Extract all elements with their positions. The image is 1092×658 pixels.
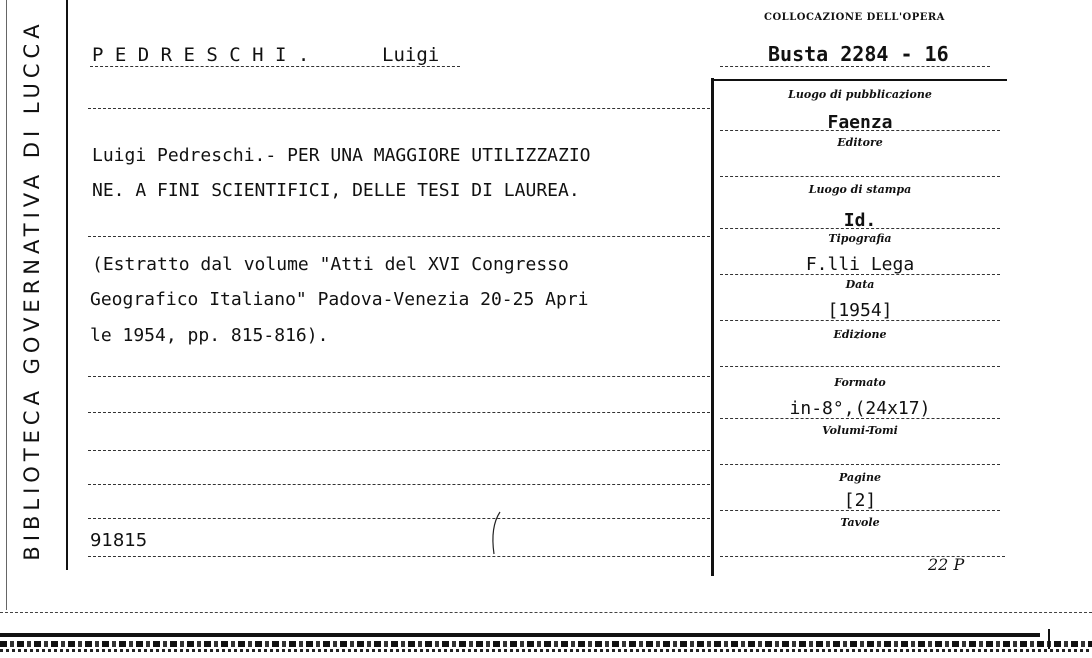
field-rule — [720, 464, 1000, 465]
field-rule — [720, 176, 1000, 177]
author-rule — [90, 66, 460, 67]
field-rule — [720, 418, 1000, 419]
ruled-line — [88, 484, 710, 485]
field-rule — [720, 228, 1000, 229]
ruled-line — [88, 412, 710, 413]
field-label-edizione: Edizione — [833, 328, 887, 341]
field-rule — [720, 130, 1000, 131]
outer-edge-line — [6, 0, 7, 610]
field-rule — [720, 366, 1000, 367]
pen-mark — [486, 510, 506, 556]
ruled-line — [88, 556, 710, 557]
ruled-line — [88, 518, 710, 519]
ruled-line — [88, 450, 710, 451]
field-label-data: Data — [845, 278, 875, 291]
left-border-line — [66, 0, 68, 570]
field-label-luogo-pubblicazione: Luogo di pubblicazione — [788, 88, 932, 101]
field-value-formato: in-8°,(24x17) — [789, 398, 931, 419]
bottom-edge-line — [0, 612, 1092, 613]
corner-mark: 22 P — [928, 555, 965, 574]
field-label-volumi-tomi: Volumi-Tomi — [822, 424, 898, 437]
author-name: Luigi — [382, 44, 440, 66]
body-line-4: Geografico Italiano" Padova-Venezia 20-25 Apri — [90, 289, 589, 310]
collocazione-value: Busta 2284 - 16 — [768, 42, 949, 66]
field-label-tipografia: Tipografia — [828, 232, 892, 245]
field-label-formato: Formato — [834, 376, 886, 389]
author-surname: P E D R E S C H I . — [92, 44, 310, 66]
field-label-editore: Editore — [837, 136, 883, 149]
field-value-data: [1954] — [827, 300, 893, 321]
inventory-number: 91815 — [90, 530, 148, 551]
body-line-5: le 1954, pp. 815-816). — [90, 325, 329, 346]
field-value-luogo-pubblicazione: Faenza — [827, 112, 893, 133]
field-value-tipografia: F.lli Lega — [805, 254, 915, 275]
body-line-3: (Estratto dal volume "Atti del XVI Congresso — [92, 254, 569, 275]
field-rule — [720, 274, 1000, 275]
collocazione-header: COLLOCAZIONE DELL'OPERA — [764, 12, 945, 23]
side-label-panel — [0, 0, 62, 600]
collocazione-rule — [720, 66, 990, 67]
field-value-luogo-stampa: Id. — [843, 210, 877, 231]
library-name: BIBLIOTECA GOVERNATIVA DI LUCCA — [20, 19, 44, 561]
right-panel-border — [711, 78, 714, 576]
right-panel-top — [711, 79, 1007, 81]
ruled-line — [88, 108, 710, 109]
field-rule — [720, 320, 1000, 321]
field-rule — [720, 510, 1000, 511]
field-label-pagine: Pagine — [839, 471, 881, 484]
field-label-luogo-stampa: Luogo di stampa — [808, 183, 912, 196]
ruled-line — [88, 376, 710, 377]
ruled-line — [88, 236, 710, 237]
field-label-tavole: Tavole — [840, 516, 880, 529]
body-line-2: NE. A FINI SCIENTIFICI, DELLE TESI DI LAUREA. — [92, 180, 580, 201]
scan-edge-strip — [0, 625, 1092, 658]
body-line-1: Luigi Pedreschi.- PER UNA MAGGIORE UTILIZZAZIO — [92, 145, 591, 166]
field-value-pagine: [2] — [843, 490, 877, 511]
